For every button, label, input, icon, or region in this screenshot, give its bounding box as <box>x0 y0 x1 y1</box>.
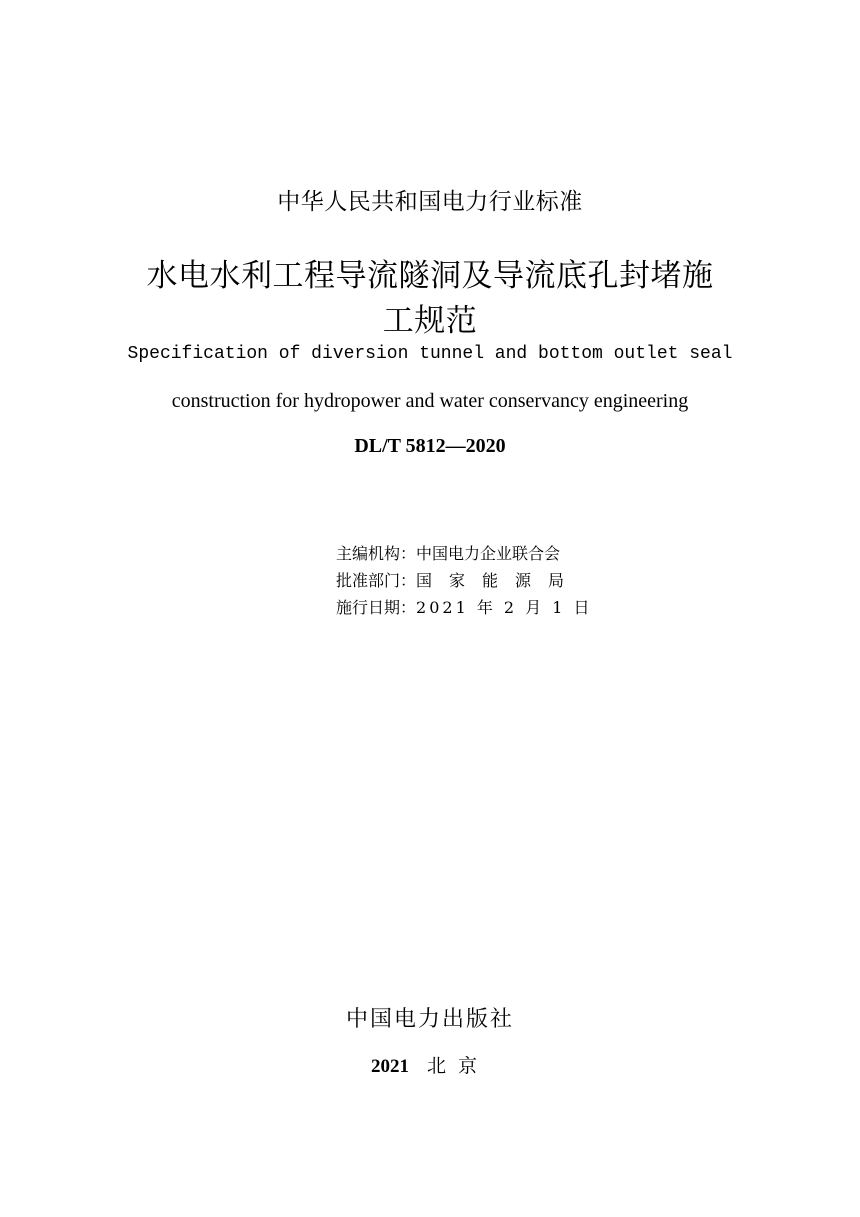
publication-year: 2021 <box>370 1056 409 1077</box>
english-title-line-2: construction for hydropower and water conservancy engineering <box>171 390 689 412</box>
english-title-line-1: Specification of diversion tunnel and bottom outlet seal <box>127 344 733 364</box>
effective-date-row <box>336 594 593 621</box>
editor-row <box>336 540 593 567</box>
editor-value: 中国电力企业联合会 <box>416 544 561 563</box>
approver-row <box>336 567 593 594</box>
approver-label: 批准部门 ： <box>336 571 416 590</box>
editor-label: 主编机构 ： <box>336 544 416 563</box>
effective-date-value: 2021 年 2 月 1 日 <box>416 598 593 617</box>
publisher-name: 中国电力出版社 <box>345 1007 514 1032</box>
effective-date-label: 施行日期 ： <box>336 598 416 617</box>
chinese-title-line-1: 水电水利工程导流隧洞及导流底孔封堵施 <box>146 258 714 294</box>
publication-city: 北京 <box>426 1055 489 1077</box>
chinese-title-line-2: 工规范 <box>382 303 478 339</box>
approver-value: 国家能源局 <box>416 571 582 590</box>
industry-standard-heading: 中华人民共和国电力行业标准 <box>277 189 583 215</box>
publication-place-year <box>0 1051 860 1078</box>
standard-code: DL/T 5812—2020 <box>354 435 506 457</box>
publication-info <box>336 540 593 621</box>
